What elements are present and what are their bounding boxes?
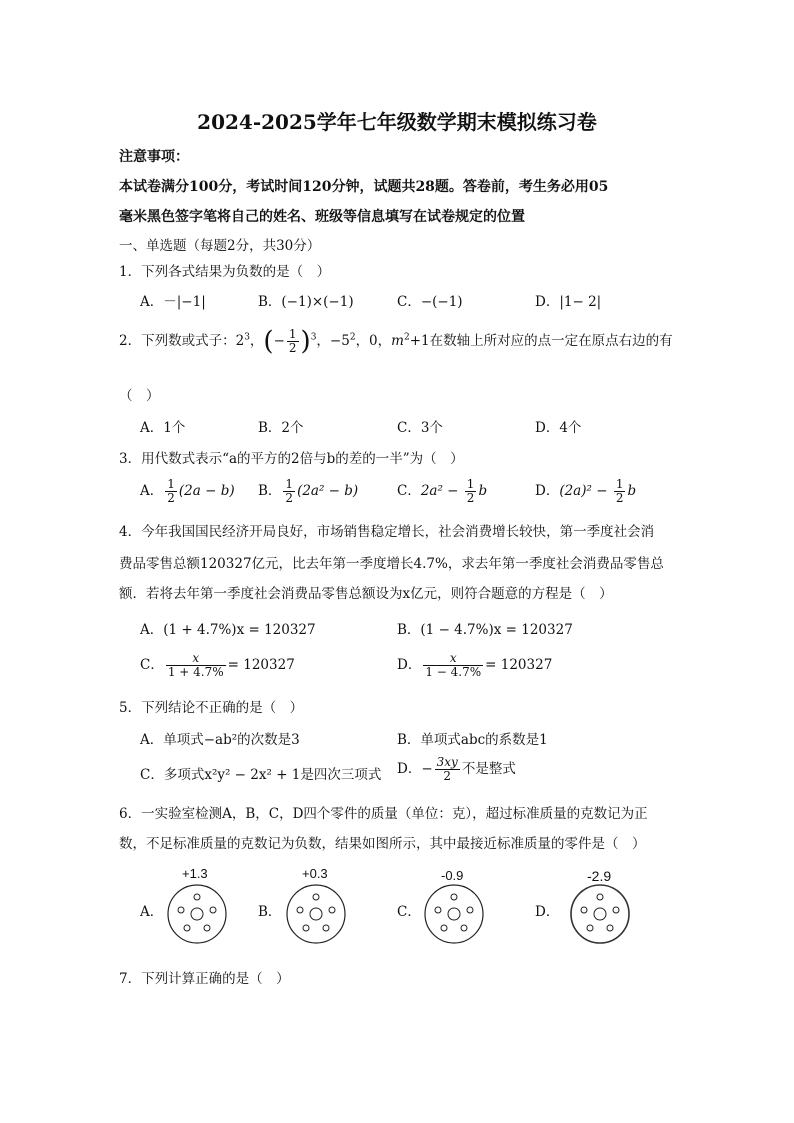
- question-4-line-2: 费品零售总额120327亿元，比去年第一季度增长4.7%，求去年第一季度社会消费品零售总: [119, 556, 664, 572]
- question-6-option-c-letter: C．: [397, 904, 421, 920]
- notice-line-2: 毫米黑色签字笔将自己的姓名、班级等信息填写在试卷规定的位置: [119, 209, 525, 225]
- question-5-option-d: D．− $\frac{3xy}{2}$ 不是整式: [397, 755, 516, 783]
- question-2-prefix: 2．下列数或式子：: [119, 333, 236, 349]
- part-disk-c-icon: [423, 884, 485, 944]
- part-disk-d-icon: [569, 884, 631, 944]
- question-6-option-a-letter: A．: [140, 904, 164, 920]
- question-6-option-d-letter: D．: [535, 904, 560, 920]
- section-heading: 一、单选题（每题2分，共30分）: [119, 238, 321, 254]
- question-4-option-c: C． $\frac{x}{1 + 4.7\%}$ = 120327: [140, 651, 295, 679]
- question-4-line-3: 额．若将去年第一季度社会消费品零售总额设为x亿元，则符合题意的方程是（ ）: [119, 586, 613, 602]
- question-2-option-d: D．4个: [535, 420, 582, 436]
- question-6-option-a-value: +1.3: [182, 866, 208, 881]
- question-1-option-a: A．－|−1|: [140, 294, 206, 310]
- question-6-option-b-value: +0.3: [302, 866, 328, 881]
- question-6-option-b-letter: B．: [258, 904, 282, 920]
- question-2-option-b: B．2个: [258, 420, 304, 436]
- question-1-option-c: C．−(−1): [397, 294, 463, 310]
- question-3-option-c: C．2a² − $\frac{1}{2}$ b: [397, 477, 488, 505]
- question-6-option-d-value: -2.9: [587, 868, 612, 884]
- question-3-option-b: B． $\frac{1}{2}$ (2a² − b): [258, 477, 359, 505]
- question-4-option-b: B．(1 − 4.7%)x = 120327: [397, 622, 573, 638]
- part-disk-a-icon: [166, 884, 228, 944]
- notice-line-1: 本试卷满分100分，考试时间120分钟，试题共28题。答卷前，考生务必用05: [119, 179, 609, 195]
- question-2-stem: 2．下列数或式子：$2^3$，(− $\frac{1}{2}$ )$^3$，$-5^2$，0，$m^2+1$在数轴上所对应的点一定在原点右边的有: [119, 326, 673, 357]
- question-4-option-d: D． $\frac{x}{1 - 4.7\%}$ = 120327: [397, 651, 553, 679]
- fraction-one-half: $\frac{1}{2}$: [288, 327, 297, 355]
- notice-heading: 注意事项：: [119, 149, 189, 165]
- question-1-option-b: B．(−1)×(−1): [258, 294, 354, 310]
- page-title: 2024-2025学年七年级数学期末模拟练习卷: [197, 110, 597, 134]
- question-2-option-a: A．1个: [140, 420, 186, 436]
- question-5-stem: 5．下列结论不正确的是（ ）: [119, 700, 304, 716]
- question-4-line-1: 4．今年我国国民经济开局良好，市场销售稳定增长，社会消费增长较快，第一季度社会消: [119, 524, 655, 540]
- question-7-stem: 7．下列计算正确的是（ ）: [119, 971, 290, 987]
- question-6-option-c-value: -0.9: [441, 868, 464, 883]
- question-5-option-a: A．单项式−ab²的次数是3: [140, 732, 300, 748]
- question-3-stem: 3．用代数式表示“a的平方的2倍与b的差的一半”为（ ）: [119, 451, 464, 467]
- question-6-line-2: 数，不足标准质量的克数记为负数，结果如图所示，其中最接近标准质量的零件是（ ）: [119, 836, 646, 852]
- question-1-option-d: D．|1− 2|: [535, 294, 602, 310]
- question-5-option-c: C．多项式x²y² − 2x² + 1是四次三项式: [140, 767, 382, 783]
- question-2-option-c: C．3个: [397, 420, 443, 436]
- question-6-line-1: 6．一实验室检测A，B，C，D四个零件的质量（单位：克），超过标准质量的克数记为正: [119, 806, 648, 822]
- question-2-paren: （ ）: [119, 388, 160, 404]
- question-3-option-a: A． $\frac{1}{2}$ (2a − b): [140, 477, 235, 505]
- question-4-option-a: A．(1 + 4.7%)x = 120327: [140, 622, 316, 638]
- question-1-stem: 1．下列各式结果为负数的是（ ）: [119, 264, 331, 280]
- part-disk-b-icon: [285, 884, 347, 944]
- question-3-option-d: D．(2a)² − $\frac{1}{2}$ b: [535, 477, 637, 505]
- question-5-option-b: B．单项式abc的系数是1: [397, 732, 548, 748]
